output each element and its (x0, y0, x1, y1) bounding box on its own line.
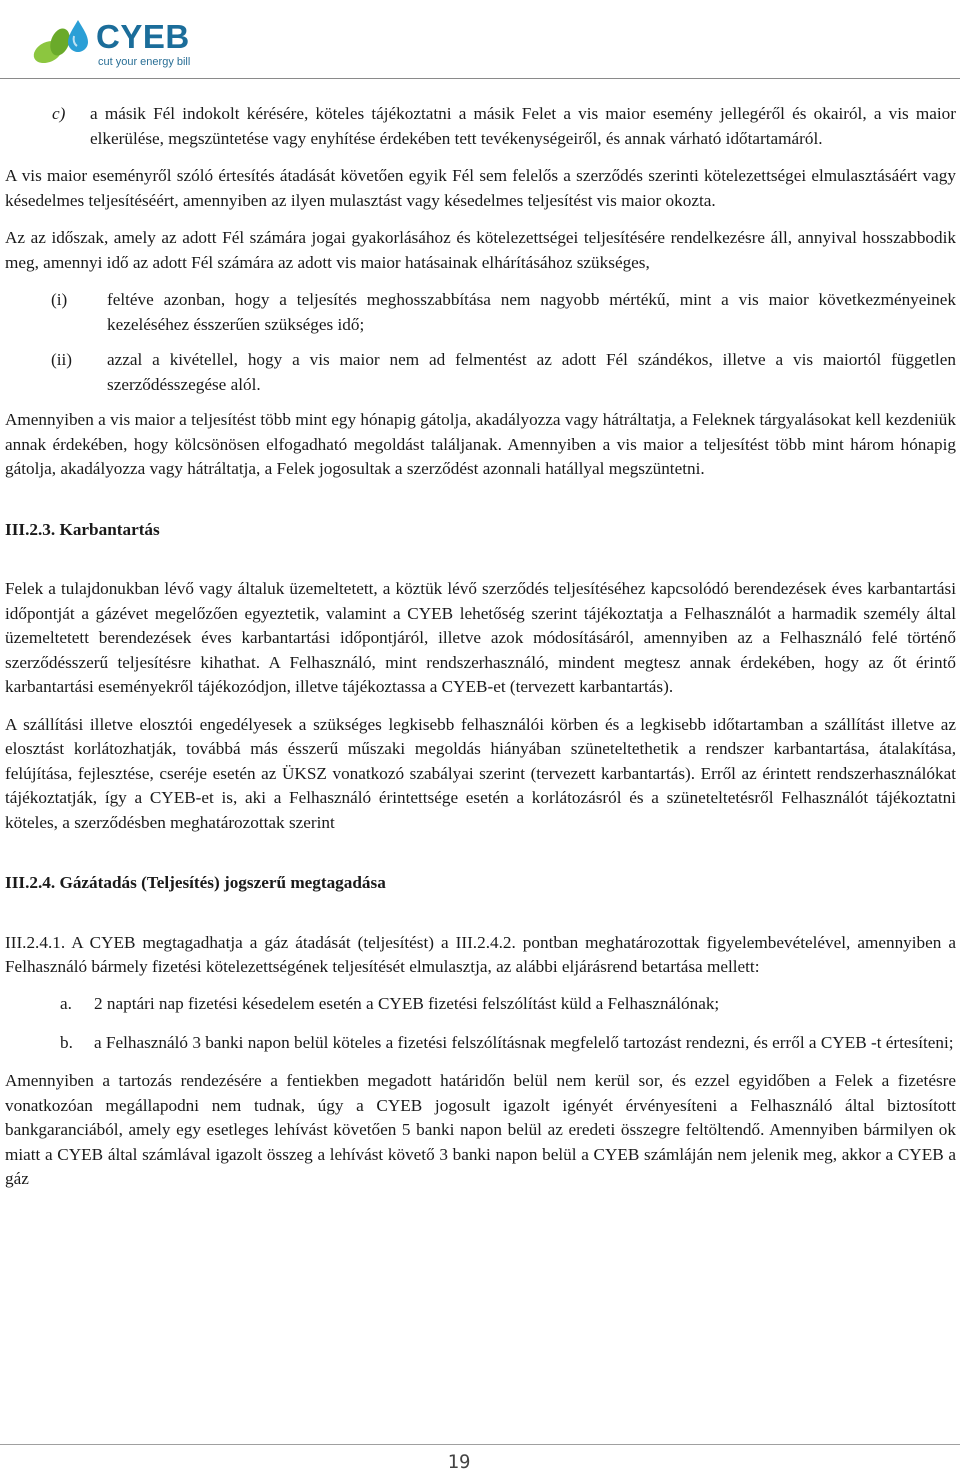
step-text: 2 naptári nap fizetési késedelem esetén a CYEB fizetési felszólítást küld a Felhasználónak; (94, 993, 720, 1013)
logo-name: CYEB (96, 18, 190, 55)
footer-divider (0, 1444, 960, 1445)
section-heading (5, 518, 956, 543)
paragraph: Az az időszak, amely az adott Fél számára jogai gyakorlásához és kötelezettségei teljesítésére rendelkezésre áll, annyival hosszabbodik meg, amennyi idő az adott Fél számára az adott vis maior hatásainak elhárításához szükséges, (5, 228, 956, 272)
sub-item-marker: (i) (51, 290, 68, 309)
page-number: 19 (447, 1451, 471, 1473)
document-body (5, 102, 956, 1192)
paragraph: Amennyiben a tartozás rendezésére a fentiekben megadott határidőn belül nem kerül sor, és ezzel egyidőben a Felek a fizetésre vonatkozóan megállapodni nem tudnak, úgy a CYEB jogosult igazolt igényét érvényesíteni a Felhasználó által biztosított bankgaranciából, amely egy esetleges lehívást követően 5 banki napon belül az eredeti összegre feltöltendő. Amennyiben bármilyen ok miatt a CYEB által számlával igazolt összeg a lehívást követő 3 banki napon belül a CYEB számláján nem jelenik meg, akkor a CYEB a gáz (5, 1071, 956, 1188)
paragraph: Amennyiben a vis maior a teljesítést több mint egy hónapig gátolja, akadályozza vagy hátráltatja, a Feleknek tárgyalásokat kell kezdeniük annak érdekében, hogy kölcsönösen elfogadható megoldást találjanak. Amennyiben a vis maior a teljesítést több mint három hónapig gátolja, akadályozza vagy hátráltatja, a Felek jogosultak a szerződést azonnali hatállyal megszüntetni. (5, 410, 956, 478)
header-divider (0, 78, 960, 79)
section-title: Gázátadás (Teljesítés) jogszerű megtagadása (59, 873, 386, 892)
step-marker: b. (60, 1033, 73, 1052)
step-b (5, 1028, 956, 1057)
section-number: III.2.3. (5, 519, 56, 539)
list-marker: c) (52, 104, 66, 123)
step-a (5, 992, 956, 1017)
list-item-text: a másik Fél indokolt kérésére, köteles tájékoztatni a másik Felet a vis maior esemény jellegéről és okairól, a vis maior elkerülése, megszüntetése vagy enyhítése érdekében tett tevékenységeiről, és annak várható időtartamáról. (90, 104, 956, 148)
sub-item-text: azzal a kivétellel, hogy a vis maior nem ad felmentést az adott Fél szándékos, illetve a vis maiortól független szerződésszegése alól. (107, 350, 956, 394)
step-marker: a. (60, 993, 72, 1013)
sub-item-ii (5, 348, 956, 397)
paragraph: A vis maior eseményről szóló értesítés átadását követően egyik Fél sem felelős a szerződés szerinti kötelezettségei elmulasztásáért vagy késedelmes teljesítéséért, amennyiben az ilyen mulasztást vagy késedelmes teljesítést vis maior okozta. (5, 166, 956, 210)
leaf-drop-logo-icon (30, 14, 94, 72)
cyeb-logo (30, 12, 200, 74)
sub-item-i (5, 288, 956, 337)
step-text: a Felhasználó 3 banki napon belül köteles a fizetési felszólításnak megfelelő tartozást rendezni, és erről a CYEB -t értesíteni; (94, 1033, 954, 1052)
logo-tagline: cut your energy bill (98, 56, 191, 68)
paragraph: A szállítási illetve elosztói engedélyesek a szükséges legkisebb felhasználói körben és a legkisebb időtartamban a szállítást illetve az elosztást korlátozhatják, továbbá más ésszerű műszaki megoldás hiányában szüneteltethetik a rendszer karbantartása, átalakítása, felújítása, fejlesztése, cseréje esetén az ÜKSZ vonatkozó szabályai szerint (tervezett karbantartás). Erről az érintett rendszerhasználókat tájékoztatják, így a CYEB-et is, aki a Felhasználó érintettsége esetén a korlátozásról és a szüneteltetésről Felhasználót tájékoztatni köteles, a szerződésben meghatározottak szerint (5, 714, 956, 832)
paragraph: Felek a tulajdonukban lévő vagy általuk üzemeltetett, a köztük lévő szerződés teljesítéséhez kapcsolódó berendezések éves karbantartási időpontját a gázévet megelőzően egyeztetik, valamint a CYEB lehetőség szerint tájékoztatja a Felhasználót a harmadik személy által üzemeltetett berendezések éves karbantartási időpontjáról, illetve azok módosításáról, amennyiben az a Felhasználó felé történő szerződésszerű teljesítésre kihathat. A Felhasználó, mint rendszerhasználó, mindent megtesz annak érdekében, hogy az őt érintő karbantartási eseményekről tájékozódjon, illetve tájékoztassa a CYEB-et (tervezett karbantartás). (5, 579, 956, 696)
sub-item-marker: (ii) (51, 350, 72, 369)
paragraph: III.2.4.1. A CYEB megtagadhatja a gáz átadását (teljesítést) a III.2.4.2. pontban meghatározottak figyelembevételével, amennyiben a Felhasználó bármely fizetési kötelezettségének teljesítését elmulasztja, az alábbi eljárásrend betartása mellett: (5, 932, 956, 976)
section-heading (5, 871, 956, 896)
section-title: Karbantartás (59, 519, 160, 539)
sub-item-text: feltéve azonban, hogy a teljesítés meghosszabbítása nem nagyobb mértékű, mint a vis maior következményeinek kezeléséhez ésszerűen szükséges idő; (107, 290, 956, 334)
list-item-c (0, 102, 956, 151)
section-number: III.2.4. (5, 873, 56, 892)
